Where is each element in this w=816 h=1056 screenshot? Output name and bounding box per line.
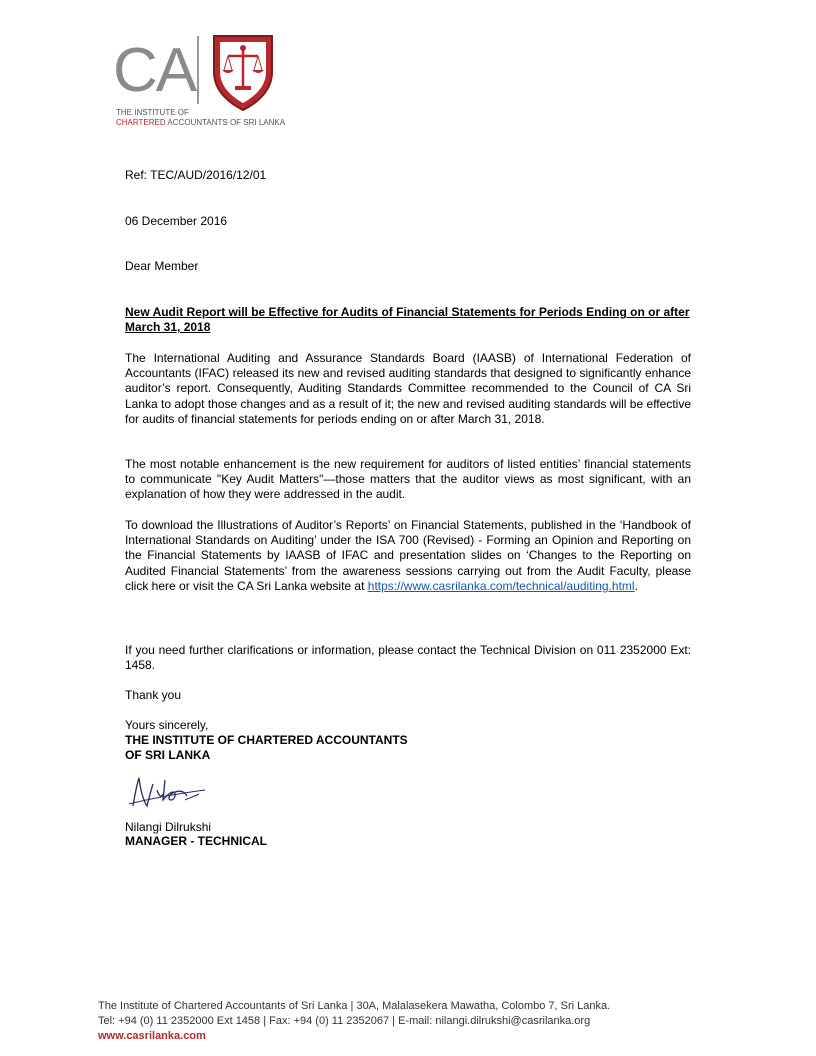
letter-date: 06 December 2016 xyxy=(125,214,228,228)
thank-you: Thank you xyxy=(125,688,182,702)
logo-ca-text: CA xyxy=(113,36,196,105)
auditing-page-link[interactable]: https://www.casrilanka.com/technical/auditing.html xyxy=(367,578,635,593)
footer-address: The Institute of Chartered Accountants of Sri Lanka | 30A, Malalasekera Mawatha, Colombo 7, Sri Lanka. xyxy=(98,1000,611,1012)
signer-title: MANAGER - TECHNICAL xyxy=(125,834,267,848)
org-name-line1: THE INSTITUTE OF CHARTERED ACCOUNTANTS xyxy=(125,733,408,747)
closing: Yours sincerely, xyxy=(125,718,209,732)
letter-heading: New Audit Report will be Effective for Audits of Financial Statements for Periods Ending on or after March 31, 2018 xyxy=(125,305,690,335)
reference-number: Ref: TEC/AUD/2016/12/01 xyxy=(125,168,267,182)
footer-website[interactable]: www.casrilanka.com xyxy=(98,1030,206,1042)
paragraph-3-text: To download the Illustrations of Auditor’s Reports’ on Financial Statements, published in the ‘Handbook of International Standards on Auditing’ under the ISA 700 (Revised) - Forming an Opinion and Reporting on the Financial Statements by IAASB of IFAC and presentation slides on ‘Changes to the Reporting on Audited Financial Statements’ from the awareness sessions carrying out from the Audit Faculty, please click here or visit the CA Sri Lanka website at xyxy=(125,518,691,593)
paragraph-4: If you need further clarifications or information, please contact the Technical Division on 011 2352000 Ext: 1458. xyxy=(125,643,691,673)
paragraph-3 xyxy=(125,518,691,594)
logo-line1: THE INSTITUTE OF xyxy=(116,108,189,117)
logo-divider xyxy=(197,36,199,104)
paragraph-2: The most notable enhancement is the new requirement for auditors of listed entities’ financial statements to communicate "Key Audit Matters"—those matters that the auditor views as most significant, with an explanation of how they were addressed in the audit. xyxy=(125,457,691,502)
signer-name: Nilangi Dilrukshi xyxy=(125,820,212,834)
org-name-line2: OF SRI LANKA xyxy=(125,748,211,762)
signature-icon xyxy=(125,770,215,818)
paragraph-3-end: . xyxy=(634,578,638,593)
logo-line2-rest: ACCOUNTANTS OF SRI LANKA xyxy=(165,118,286,127)
paragraph-1: The International Auditing and Assurance Standards Board (IAASB) of International Federation of Accountants (IFAC) released its new and revised auditing standards that designed to significantly enhance auditor’s report. Consequently, Auditing Standards Committee recommended to the Council of CA Sri Lanka to adopt those changes and as a result of it; the new and revised auditing standards will be effective for audits of financial statements for periods ending on or after March 31, 2018. xyxy=(125,351,691,426)
footer-contact: Tel: +94 (0) 11 2352000 Ext 1458 | Fax: +94 (0) 11 2352067 | E-mail: nilangi.dilrukshi@casrilanka.org xyxy=(98,1015,591,1027)
logo-subtitle xyxy=(116,108,285,128)
salutation: Dear Member xyxy=(125,259,199,273)
logo-line2-red: CHARTERED xyxy=(116,118,166,127)
logo-line2 xyxy=(116,118,285,128)
scales-shield-icon xyxy=(210,32,276,112)
